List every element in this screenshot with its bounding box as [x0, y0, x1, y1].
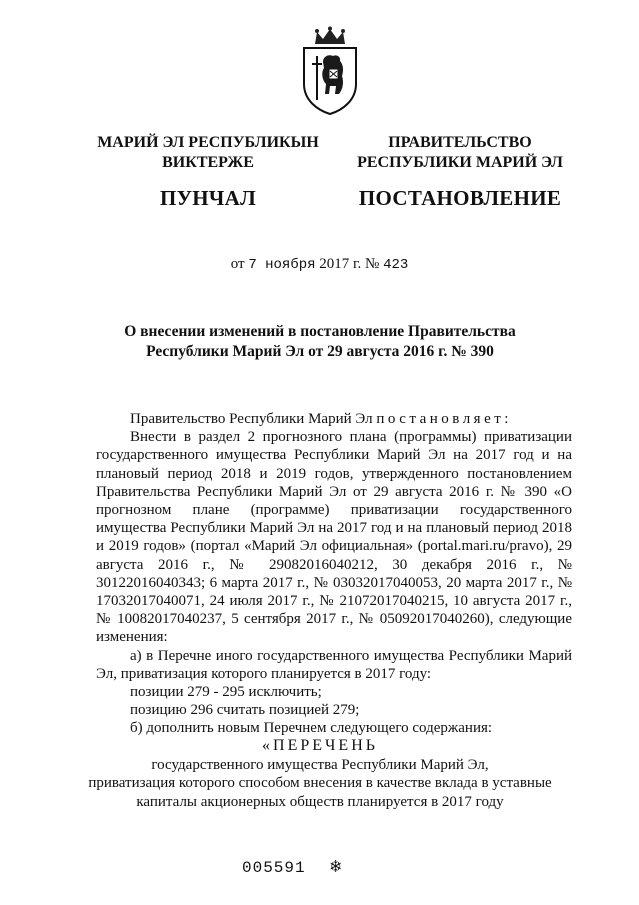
list-line1: государственного имущества Республики Марий Эл,	[151, 756, 489, 773]
header-left-title: ПУНЧАЛ	[159, 186, 257, 210]
decree-title	[80, 322, 560, 362]
coat-of-arms-emblem	[299, 26, 361, 116]
header-left-block	[88, 133, 328, 211]
number-sign: №	[365, 256, 380, 272]
header-left-line1: МАРИЙ ЭЛ РЕСПУБЛИКЫН	[97, 134, 319, 151]
list-line3: капиталы акционерных обществ планируется в 2017 году	[136, 793, 504, 810]
snowflake-icon: ❄	[330, 858, 343, 878]
item-a-2: позицию 296 считать позицией 279;	[130, 702, 360, 719]
decree-body	[96, 410, 572, 738]
header-right-title: ПОСТАНОВЛЕНИЕ	[358, 186, 562, 210]
decree-date-line	[0, 256, 639, 273]
intro-text: Правительство Республики Марий Эл	[130, 411, 373, 427]
item-b: б) дополнить новым Перечнем следующего содержания:	[130, 720, 493, 737]
header-right-line2: РЕСПУБЛИКИ МАРИЙ ЭЛ	[357, 154, 563, 171]
item-a-1: позиции 279 - 295 исключить;	[130, 684, 322, 701]
title-line1: О внесении изменений в постановление Правительства	[124, 323, 516, 340]
footer-serial	[242, 856, 342, 878]
intro-resolves: постановляет:	[376, 411, 512, 427]
list-title: «ПЕРЕЧЕНЬ	[262, 737, 378, 754]
crown-icon	[315, 29, 345, 44]
header-left-line2: ВИКТЕРЖЕ	[162, 154, 254, 171]
date-day-month: 7 ноября	[248, 257, 316, 273]
date-year: 2017 г.	[319, 256, 362, 272]
item-a: а) в Перечне иного государственного имущества Республики Марий Эл, приватизация которого планируется в 2017 году:	[96, 647, 572, 682]
list-heading-block	[60, 737, 580, 811]
header-right-block	[340, 133, 580, 211]
intro-paragraph	[96, 410, 572, 428]
title-line2: Республики Марий Эл от 29 августа 2016 г. № 390	[146, 343, 494, 360]
paragraph-main: Внести в раздел 2 прогнозного плана (программы) приватизации государственного имущества Республики Марий Эл на 2017 год и на плановый период 2018 и 2019 годов, утвержденного постановлением Правительства Республики Марий Эл от 29 августа 2016 г. № 390 «О прогнозном плане (программе) приватизации государственного имущества Республики Марий Эл на 2017 год и на плановый период 2018 и 2019 годов» (портал «Марий Эл официальная» (portal.mari.ru/pravo), 29 августа 2016 г., № 29082016040212, 30 декабря 2016 г., № 30122016040343; 6 марта 2017 г., № 03032017040053, 20 марта 2017 г., № 17032017040071, 24 июля 2017 г., № 21072017040215, 10 августа 2017 г., № 10082017040237, 5 сентября 2017 г., № 05092017040260), следующие изменения:	[96, 429, 572, 646]
list-line2: приватизация которого способом внесения в качестве вклада в уставные	[88, 775, 552, 791]
header-right-line1: ПРАВИТЕЛЬСТВО	[388, 134, 532, 151]
decree-number: 423	[383, 257, 409, 273]
serial-number: 005591	[242, 859, 306, 877]
date-prefix: от	[230, 256, 245, 272]
